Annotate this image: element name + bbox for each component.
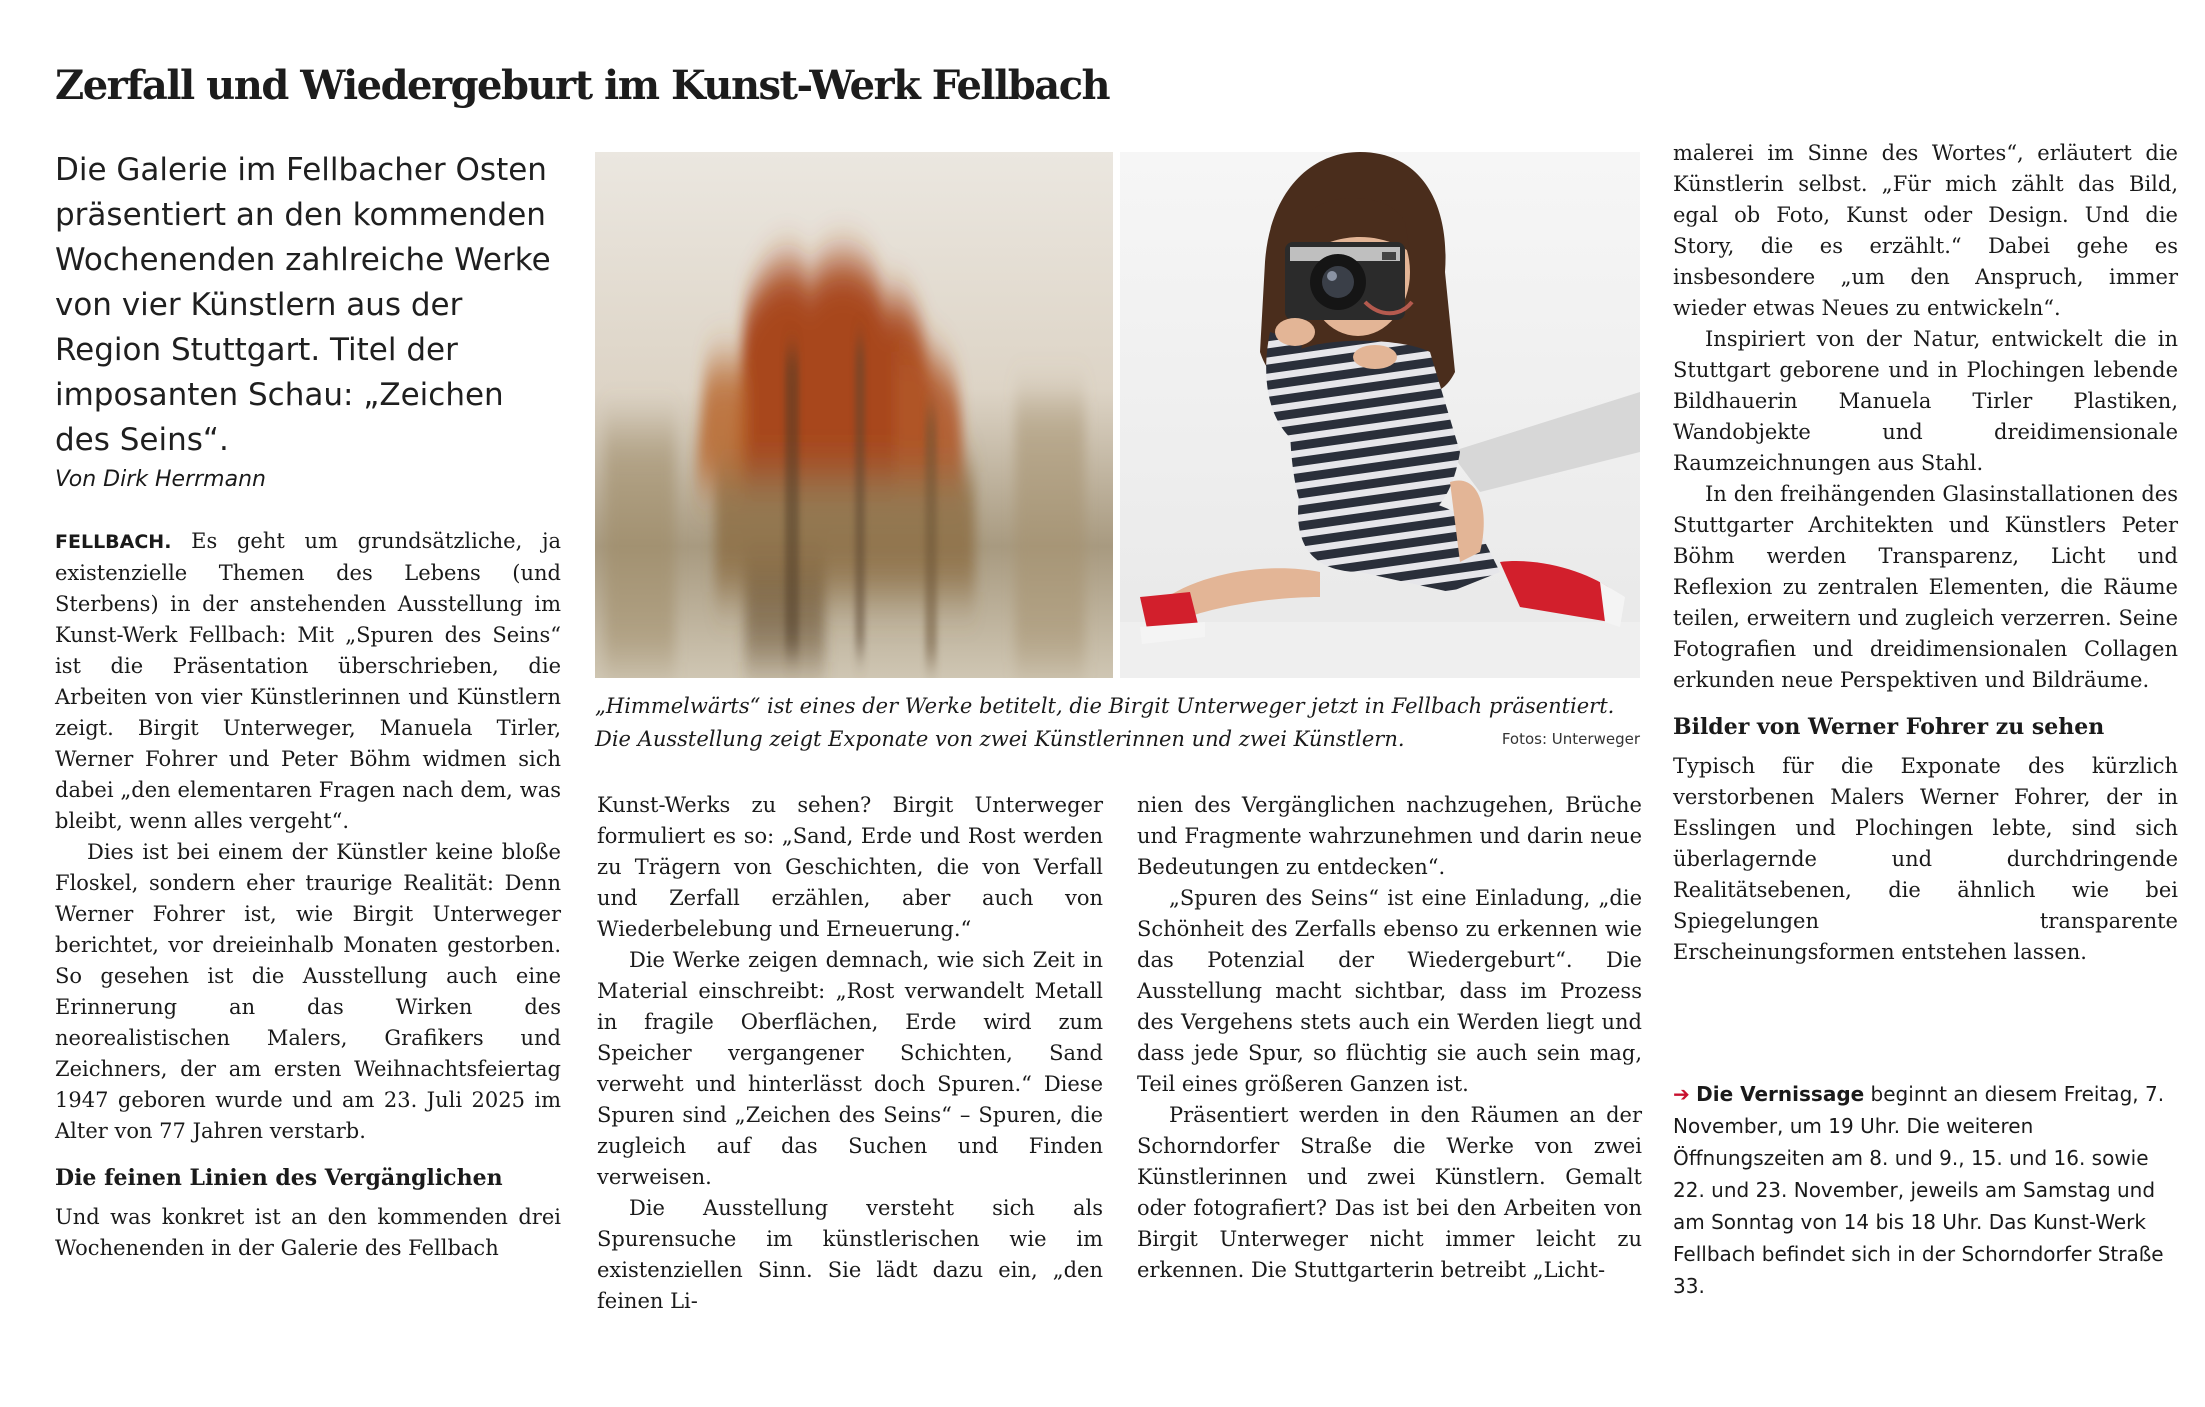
paragraph: Die Ausstellung versteht sich als Spurensuche im künstlerischen wie im existenziellen Sinn. Sie lädt dazu ein, „den feinen Li- bbox=[597, 1196, 1103, 1313]
caption-line-2: Die Ausstellung zeigt Exponate von zwei Künstlerinnen und zwei Künstlern. bbox=[595, 727, 1405, 751]
paragraph: Typisch für die Exponate des kürzlich verstorbenen Malers Werner Fohrer, der in Esslingen und Plochingen lebte, sind sich überlagernde und durchdringende Realitätsebenen, die ähnlich wie bei Spiegelungen transparente Erscheinungsformen entstehen lassen. bbox=[1673, 754, 2178, 964]
info-text: beginnt an diesem Freitag, 7. November, um 19 Uhr. Die weiteren Öffnungszeiten am 8. und 9., 15. und 16. sowie 22. und 23. November, jeweils am Samstag und am Sonntag von 14 bis 18 Uhr. Das Kunst-Werk Fellbach befindet sich in der Schorndorfer Straße 33. bbox=[1673, 1082, 2165, 1298]
subhead: Die feinen Linien des Vergänglichen bbox=[55, 1165, 503, 1191]
headline: Zerfall und Wiedergeburt im Kunst-Werk Fellbach bbox=[55, 62, 1110, 109]
dateline: FELLBACH. bbox=[55, 531, 172, 553]
paragraph-text: Es geht um grundsätzliche, ja existenzielle Themen des Lebens (und Sterbens) in der anstehenden Ausstellung im Kunst-Werk Fellbach: Mit „Spuren des Seins“ ist die Präsentation überschrieben, die Arbeiten von vier Künstlerinnen und Künstlern zeigt. Birgit Unterweger, Manuela Tirler, Werner Fohrer und Peter Böhm widmen sich dabei „den elementaren Fragen nach dem, was bleibt, wenn alles vergeht“. bbox=[55, 529, 561, 833]
text-column-1 bbox=[55, 526, 561, 1316]
paragraph: Die Werke zeigen demnach, wie sich Zeit in Material einschreibt: „Rost verwandelt Metall in fragile Oberflächen, Erde wird zum Speicher vergangener Schichten, Sand verweht und hinterlässt doch Spuren.“ Diese Spuren sind „Zeichen des Seins“ – Spuren, die zugleich auf das Suchen und Finden verweisen. bbox=[597, 948, 1103, 1189]
photo-credit: Fotos: Unterweger bbox=[1501, 730, 1640, 748]
byline: Von Dirk Herrmann bbox=[55, 467, 266, 492]
paragraph: Kunst-Werks zu sehen? Birgit Unterweger formuliert es so: „Sand, Erde und Rost werden zu Trägern von Geschichten, die von Verfall und Zerfall erzählen, aber auch von Wiederbelebung und Erneuerung.“ bbox=[597, 793, 1103, 941]
paragraph: Und was konkret ist an den kommenden drei Wochenenden in der Galerie des Fellbach bbox=[55, 1205, 561, 1260]
subhead: Bilder von Werner Fohrer zu sehen bbox=[1673, 714, 2105, 740]
caption-line-1: „Himmelwärts“ ist eines der Werke betitelt, die Birgit Unterweger jetzt in Fellbach präsentiert. bbox=[595, 694, 1615, 718]
paragraph: Dies ist bei einem der Künstler keine bloße Floskel, sondern eher traurige Realität: Denn Werner Fohrer ist, wie Birgit Unterweger berichtet, vor dreieinhalb Monaten gestorben. So gesehen ist die Ausstellung auch eine Erinnerung an das Wirken des neorealistischen Malers, Grafikers und Zeichners, der am ersten Weihnachtsfeiertag 1947 geboren wurde und am 23. Juli 2025 im Alter von 77 Jahren verstarb. bbox=[55, 840, 561, 1143]
paragraph bbox=[55, 526, 561, 837]
paragraph: malerei im Sinne des Wortes“, erläutert die Künstlerin selbst. „Für mich zählt das Bild, egal ob Foto, Kunst oder Design. Und die Story, die es erzählt.“ Dabei gehe es insbesondere „um den Anspruch, immer wieder etwas Neues zu entwickeln“. bbox=[1673, 141, 2178, 320]
arrow-right-icon: ➔ bbox=[1673, 1082, 1690, 1106]
text-column-3 bbox=[1137, 790, 1642, 1315]
paragraph: Inspiriert von der Natur, entwickelt die in Stuttgart geborene und in Plochingen lebende Bildhauerin Manuela Tirler Plastiken, Wandobjekte und dreidimensionale Raumzeichnungen aus Stahl. bbox=[1673, 327, 2178, 475]
photo-himmelwaerts bbox=[595, 152, 1113, 678]
text-column-2 bbox=[597, 790, 1103, 1315]
info-lead: Die Vernissage bbox=[1696, 1082, 1865, 1106]
paragraph: Präsentiert werden in den Räumen an der Schorndorfer Straße die Werke von zwei Künstlerinnen und zwei Künstlern. Gemalt oder fotografiert? Das ist bei den Arbeiten von Birgit Unterweger nicht immer leicht zu erkennen. Die Stuttgarterin betreibt „Licht- bbox=[1137, 1103, 1642, 1282]
paragraph: nien des Vergänglichen nachzugehen, Brüche und Fragmente wahrzunehmen und darin neue Bedeutungen zu entdecken“. bbox=[1137, 793, 1642, 879]
paragraph: „Spuren des Seins“ ist eine Einladung, „die Schönheit des Zerfalls ebenso zu erkennen wie das Potenzial der Wiedergeburt“. Die Ausstellung macht sichtbar, dass im Prozess des Vergehens stets auch ein Werden liegt und dass jede Spur, so flüchtig sie auch sein mag, Teil eines größeren Ganzen ist. bbox=[1137, 886, 1642, 1096]
event-info-box bbox=[1673, 1078, 2178, 1302]
photo-caption bbox=[595, 690, 1640, 756]
paragraph: In den freihängenden Glasinstallationen des Stuttgarter Architekten und Künstlers Peter Böhm werden Transparenz, Licht und Reflexion zu zentralen Elementen, die Räume teilen, erweitern und zugleich verzerren. Seine Fotografien und dreidimensionalen Collagen erkunden neue Perspektiven und Bildräume. bbox=[1673, 482, 2178, 692]
photo-artist-with-camera bbox=[1120, 152, 1640, 678]
deck: Die Galerie im Fellbacher Osten präsentiert an den kommenden Wochenenden zahlreiche Werke von vier Künstlern aus der Region Stuttgart. Titel der imposanten Schau: „Zeichen des Seins“. bbox=[55, 152, 551, 458]
